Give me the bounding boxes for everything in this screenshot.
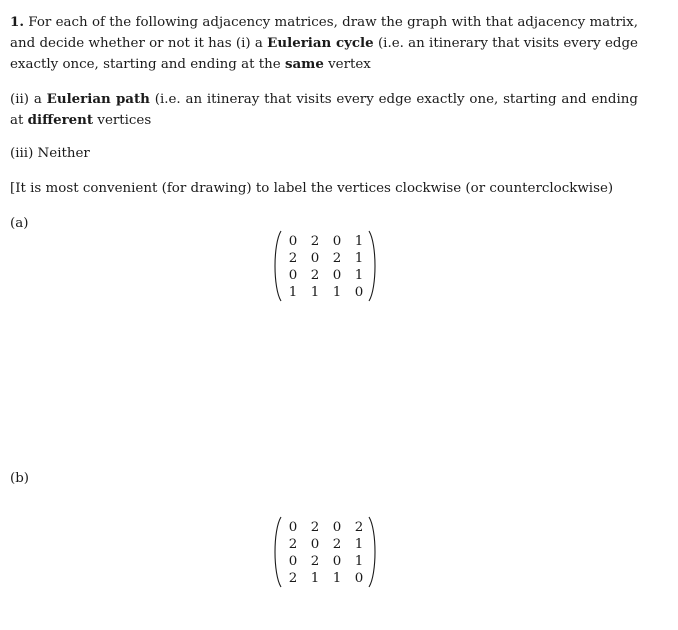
- matrix-cell: 2: [332, 537, 342, 552]
- matrix-cell: 0: [332, 234, 342, 249]
- path-description: (i.e. an itineray that visits every edge exactly one, starting and ending at: [10, 92, 638, 128]
- matrix-cell: 0: [288, 234, 298, 249]
- matrix-cell: 0: [288, 268, 298, 283]
- matrix-cell: 1: [288, 285, 298, 300]
- matrix-cell: 1: [354, 537, 364, 552]
- cycle-description: (i.e. an itinerary that visits every edge exactly once, starting and ending at the: [10, 36, 638, 72]
- matrix-cell: 1: [332, 285, 342, 300]
- matrix-cell: 1: [354, 268, 364, 283]
- word-same: same: [284, 56, 324, 72]
- problem-statement: [10, 12, 638, 75]
- adjacency-matrix-a: [270, 230, 380, 302]
- matrix-cell: 0: [310, 537, 320, 552]
- matrix-cell: 1: [354, 251, 364, 266]
- matrix-cell: 0: [354, 285, 364, 300]
- option2-prefix: (ii) a: [10, 92, 42, 107]
- right-parenthesis: [366, 516, 380, 588]
- matrix-cell: 0: [288, 554, 298, 569]
- option-eulerian-path: [10, 89, 638, 131]
- word-vertices: vertices: [97, 113, 152, 128]
- matrix-cell: 0: [332, 554, 342, 569]
- matrix-cell: 2: [310, 234, 320, 249]
- matrix-cell: 1: [332, 571, 342, 586]
- matrix-grid: [282, 233, 370, 301]
- matrix-cell: 0: [354, 571, 364, 586]
- matrix-cell: 2: [288, 537, 298, 552]
- matrix-grid: [282, 519, 370, 587]
- problem-intro: For each of the following adjacency matrices, draw the graph with that adjacency matrix, and decide whether or not it has (i) a: [10, 15, 638, 51]
- problem-number: 1.: [10, 14, 24, 30]
- term-eulerian-path: Eulerian path: [46, 91, 150, 107]
- word-different: different: [27, 112, 94, 128]
- matrix-cell: 2: [354, 520, 364, 535]
- matrix-cell: 0: [310, 251, 320, 266]
- matrix-cell: 1: [310, 285, 320, 300]
- matrix-cell: 2: [332, 251, 342, 266]
- matrix-cell: 1: [310, 571, 320, 586]
- matrix-cell: 2: [310, 268, 320, 283]
- matrix-cell: 1: [354, 234, 364, 249]
- drawing-hint: [It is most convenient (for drawing) to label the vertices clockwise (or counterclockwise): [10, 181, 614, 196]
- matrix-cell: 2: [310, 554, 320, 569]
- option-neither: (iii) Neither: [10, 146, 90, 161]
- matrix-cell: 2: [288, 571, 298, 586]
- word-vertex: vertex: [328, 57, 371, 72]
- part-b-label: (b): [10, 471, 30, 486]
- matrix-cell: 0: [332, 520, 342, 535]
- matrix-cell: 0: [288, 520, 298, 535]
- matrix-cell: 2: [288, 251, 298, 266]
- term-eulerian-cycle: Eulerian cycle: [267, 35, 374, 51]
- right-parenthesis: [366, 230, 380, 302]
- adjacency-matrix-b: [270, 516, 380, 588]
- matrix-cell: 0: [332, 268, 342, 283]
- part-a-label: (a): [10, 216, 29, 231]
- matrix-cell: 2: [310, 520, 320, 535]
- matrix-cell: 1: [354, 554, 364, 569]
